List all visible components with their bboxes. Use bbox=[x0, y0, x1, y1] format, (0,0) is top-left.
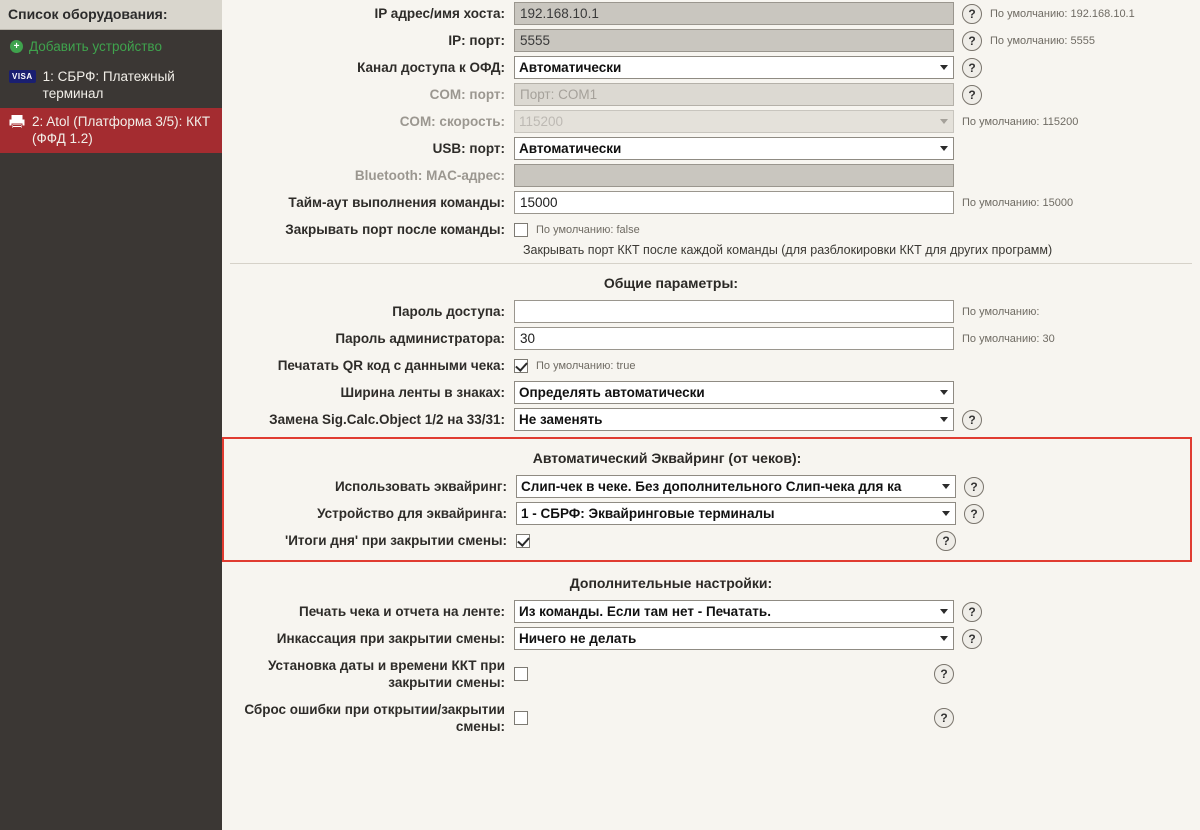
timeout-default: По умолчанию: 15000 bbox=[962, 196, 1074, 209]
help-icon[interactable]: ? bbox=[962, 58, 982, 78]
sidebar-title: Список оборудования: bbox=[0, 0, 222, 30]
tape-width-select-el[interactable] bbox=[514, 381, 954, 404]
day-totals-label: 'Итоги дня' при закрытии смены: bbox=[285, 532, 507, 548]
help-icon[interactable]: ? bbox=[934, 664, 954, 684]
reset-error-label: Сброс ошибки при открытии/закрытии смены: bbox=[244, 702, 505, 734]
acquiring-device-select[interactable] bbox=[516, 502, 956, 525]
collection-select-el[interactable] bbox=[514, 627, 954, 650]
ip-port-default: По умолчанию: 5555 bbox=[990, 34, 1095, 47]
print-qr-label: Печатать QR код с данными чека: bbox=[277, 357, 505, 373]
row-ofd-channel bbox=[222, 54, 1200, 81]
access-password-input[interactable] bbox=[514, 300, 954, 323]
extra-section-title: Дополнительные настройки: bbox=[569, 575, 773, 591]
collection-label: Инкассация при закрытии смены: bbox=[276, 630, 505, 646]
bluetooth-mac-input[interactable] bbox=[514, 164, 954, 187]
row-print-receipt bbox=[222, 598, 1200, 625]
ip-host-input[interactable] bbox=[514, 2, 954, 25]
use-acquiring-select[interactable] bbox=[516, 475, 956, 498]
help-icon[interactable]: ? bbox=[962, 85, 982, 105]
sig-calc-label: Замена Sig.Calc.Object 1/2 на 33/31: bbox=[269, 412, 505, 427]
row-access-password bbox=[222, 298, 1200, 325]
equipment-sidebar bbox=[0, 0, 222, 830]
acquiring-section bbox=[222, 437, 1192, 562]
row-collection bbox=[222, 625, 1200, 652]
ofd-channel-select-el[interactable] bbox=[514, 56, 954, 79]
row-com-port bbox=[222, 81, 1200, 108]
timeout-input[interactable] bbox=[514, 191, 954, 214]
close-port-label: Закрывать порт после команды: bbox=[285, 221, 505, 237]
row-timeout bbox=[222, 189, 1200, 216]
help-icon[interactable]: ? bbox=[964, 477, 984, 497]
help-icon[interactable]: ? bbox=[964, 504, 984, 524]
day-totals-checkbox[interactable] bbox=[516, 534, 530, 548]
row-close-port bbox=[222, 216, 1200, 243]
access-password-default: По умолчанию: bbox=[962, 305, 1040, 318]
row-print-qr bbox=[222, 352, 1200, 379]
timeout-label: Тайм-аут выполнения команды: bbox=[288, 194, 505, 210]
help-icon[interactable]: ? bbox=[962, 4, 982, 24]
row-ip-host bbox=[222, 0, 1200, 27]
bluetooth-mac-label: Bluetooth: MAC-адрес: bbox=[354, 167, 505, 183]
sidebar-item-atol-kkt[interactable] bbox=[0, 108, 222, 153]
tape-width-label: Ширина ленты в знаках: bbox=[340, 384, 505, 400]
help-icon[interactable]: ? bbox=[936, 531, 956, 551]
com-port-label: COM: порт: bbox=[429, 86, 505, 102]
ip-port-label: IP: порт: bbox=[448, 32, 505, 48]
close-port-hint: Закрывать порт ККТ после каждой команды (для разблокировки ККТ для других программ) bbox=[523, 243, 1053, 257]
row-sig-calc bbox=[222, 406, 1200, 433]
acquiring-device-select-el[interactable] bbox=[516, 502, 956, 525]
com-port-input bbox=[514, 83, 954, 106]
print-receipt-select-el[interactable] bbox=[514, 600, 954, 623]
sidebar-item-label: 1: СБРФ: Платежный терминал bbox=[42, 69, 175, 101]
set-datetime-checkbox[interactable] bbox=[514, 667, 528, 681]
admin-password-input[interactable] bbox=[514, 327, 954, 350]
usb-port-label: USB: порт: bbox=[432, 140, 505, 156]
sig-calc-select[interactable] bbox=[514, 408, 954, 431]
ip-host-default: По умолчанию: 192.168.10.1 bbox=[990, 7, 1135, 20]
print-qr-default: По умолчанию: true bbox=[536, 359, 636, 372]
row-set-datetime bbox=[222, 652, 1200, 696]
use-acquiring-label: Использовать эквайринг: bbox=[334, 478, 507, 494]
acquiring-device-label: Устройство для эквайринга: bbox=[317, 505, 507, 521]
ip-port-input[interactable] bbox=[514, 29, 954, 52]
use-acquiring-select-el[interactable] bbox=[516, 475, 956, 498]
admin-password-default: По умолчанию: 30 bbox=[962, 332, 1055, 345]
reset-error-checkbox[interactable] bbox=[514, 711, 528, 725]
usb-port-select[interactable] bbox=[514, 137, 954, 160]
ofd-channel-select[interactable] bbox=[514, 56, 954, 79]
row-reset-error bbox=[222, 696, 1200, 740]
usb-port-select-el[interactable] bbox=[514, 137, 954, 160]
settings-panel bbox=[222, 0, 1200, 830]
divider bbox=[230, 263, 1192, 264]
help-icon[interactable]: ? bbox=[962, 602, 982, 622]
com-speed-select bbox=[514, 110, 954, 133]
sidebar-item-label: 2: Atol (Платформа 3/5): ККТ (ФФД 1.2) bbox=[32, 114, 211, 146]
acquiring-section-title: Автоматический Эквайринг (от чеков): bbox=[532, 450, 802, 466]
row-close-port-hint bbox=[222, 243, 1200, 257]
row-use-acquiring bbox=[224, 473, 1190, 500]
close-port-default: По умолчанию: false bbox=[536, 223, 640, 236]
ip-host-label: IP адрес/имя хоста: bbox=[374, 5, 505, 21]
row-day-totals bbox=[224, 527, 1190, 554]
help-icon[interactable]: ? bbox=[962, 410, 982, 430]
help-icon[interactable]: ? bbox=[962, 629, 982, 649]
collection-select[interactable] bbox=[514, 627, 954, 650]
com-speed-select-el bbox=[514, 110, 954, 133]
set-datetime-label: Установка даты и времени ККТ при закрытии смены: bbox=[268, 658, 505, 690]
row-admin-password bbox=[222, 325, 1200, 352]
row-acquiring-device bbox=[224, 500, 1190, 527]
close-port-checkbox[interactable] bbox=[514, 223, 528, 237]
row-bluetooth-mac bbox=[222, 162, 1200, 189]
print-receipt-label: Печать чека и отчета на ленте: bbox=[299, 603, 505, 619]
row-usb-port bbox=[222, 135, 1200, 162]
sig-calc-select-el[interactable] bbox=[514, 408, 954, 431]
help-icon[interactable]: ? bbox=[934, 708, 954, 728]
print-qr-checkbox[interactable] bbox=[514, 359, 528, 373]
visa-icon: VISA bbox=[9, 70, 36, 83]
print-receipt-select[interactable] bbox=[514, 600, 954, 623]
row-ip-port bbox=[222, 27, 1200, 54]
printer-icon bbox=[9, 115, 25, 129]
plus-icon: + bbox=[10, 40, 23, 53]
ofd-channel-label: Канал доступа к ОФД: bbox=[357, 59, 505, 75]
common-section-title: Общие параметры: bbox=[603, 275, 739, 291]
com-speed-default: По умолчанию: 115200 bbox=[962, 115, 1079, 128]
admin-password-label: Пароль администратора: bbox=[335, 330, 505, 346]
row-com-speed bbox=[222, 108, 1200, 135]
row-tape-width bbox=[222, 379, 1200, 406]
sidebar-item-sbrf-terminal[interactable] bbox=[0, 63, 222, 108]
com-speed-label: COM: скорость: bbox=[399, 113, 505, 129]
help-icon[interactable]: ? bbox=[962, 31, 982, 51]
add-device-button[interactable] bbox=[0, 30, 222, 63]
access-password-label: Пароль доступа: bbox=[392, 303, 505, 319]
tape-width-select[interactable] bbox=[514, 381, 954, 404]
add-device-label: Добавить устройство bbox=[29, 39, 162, 54]
